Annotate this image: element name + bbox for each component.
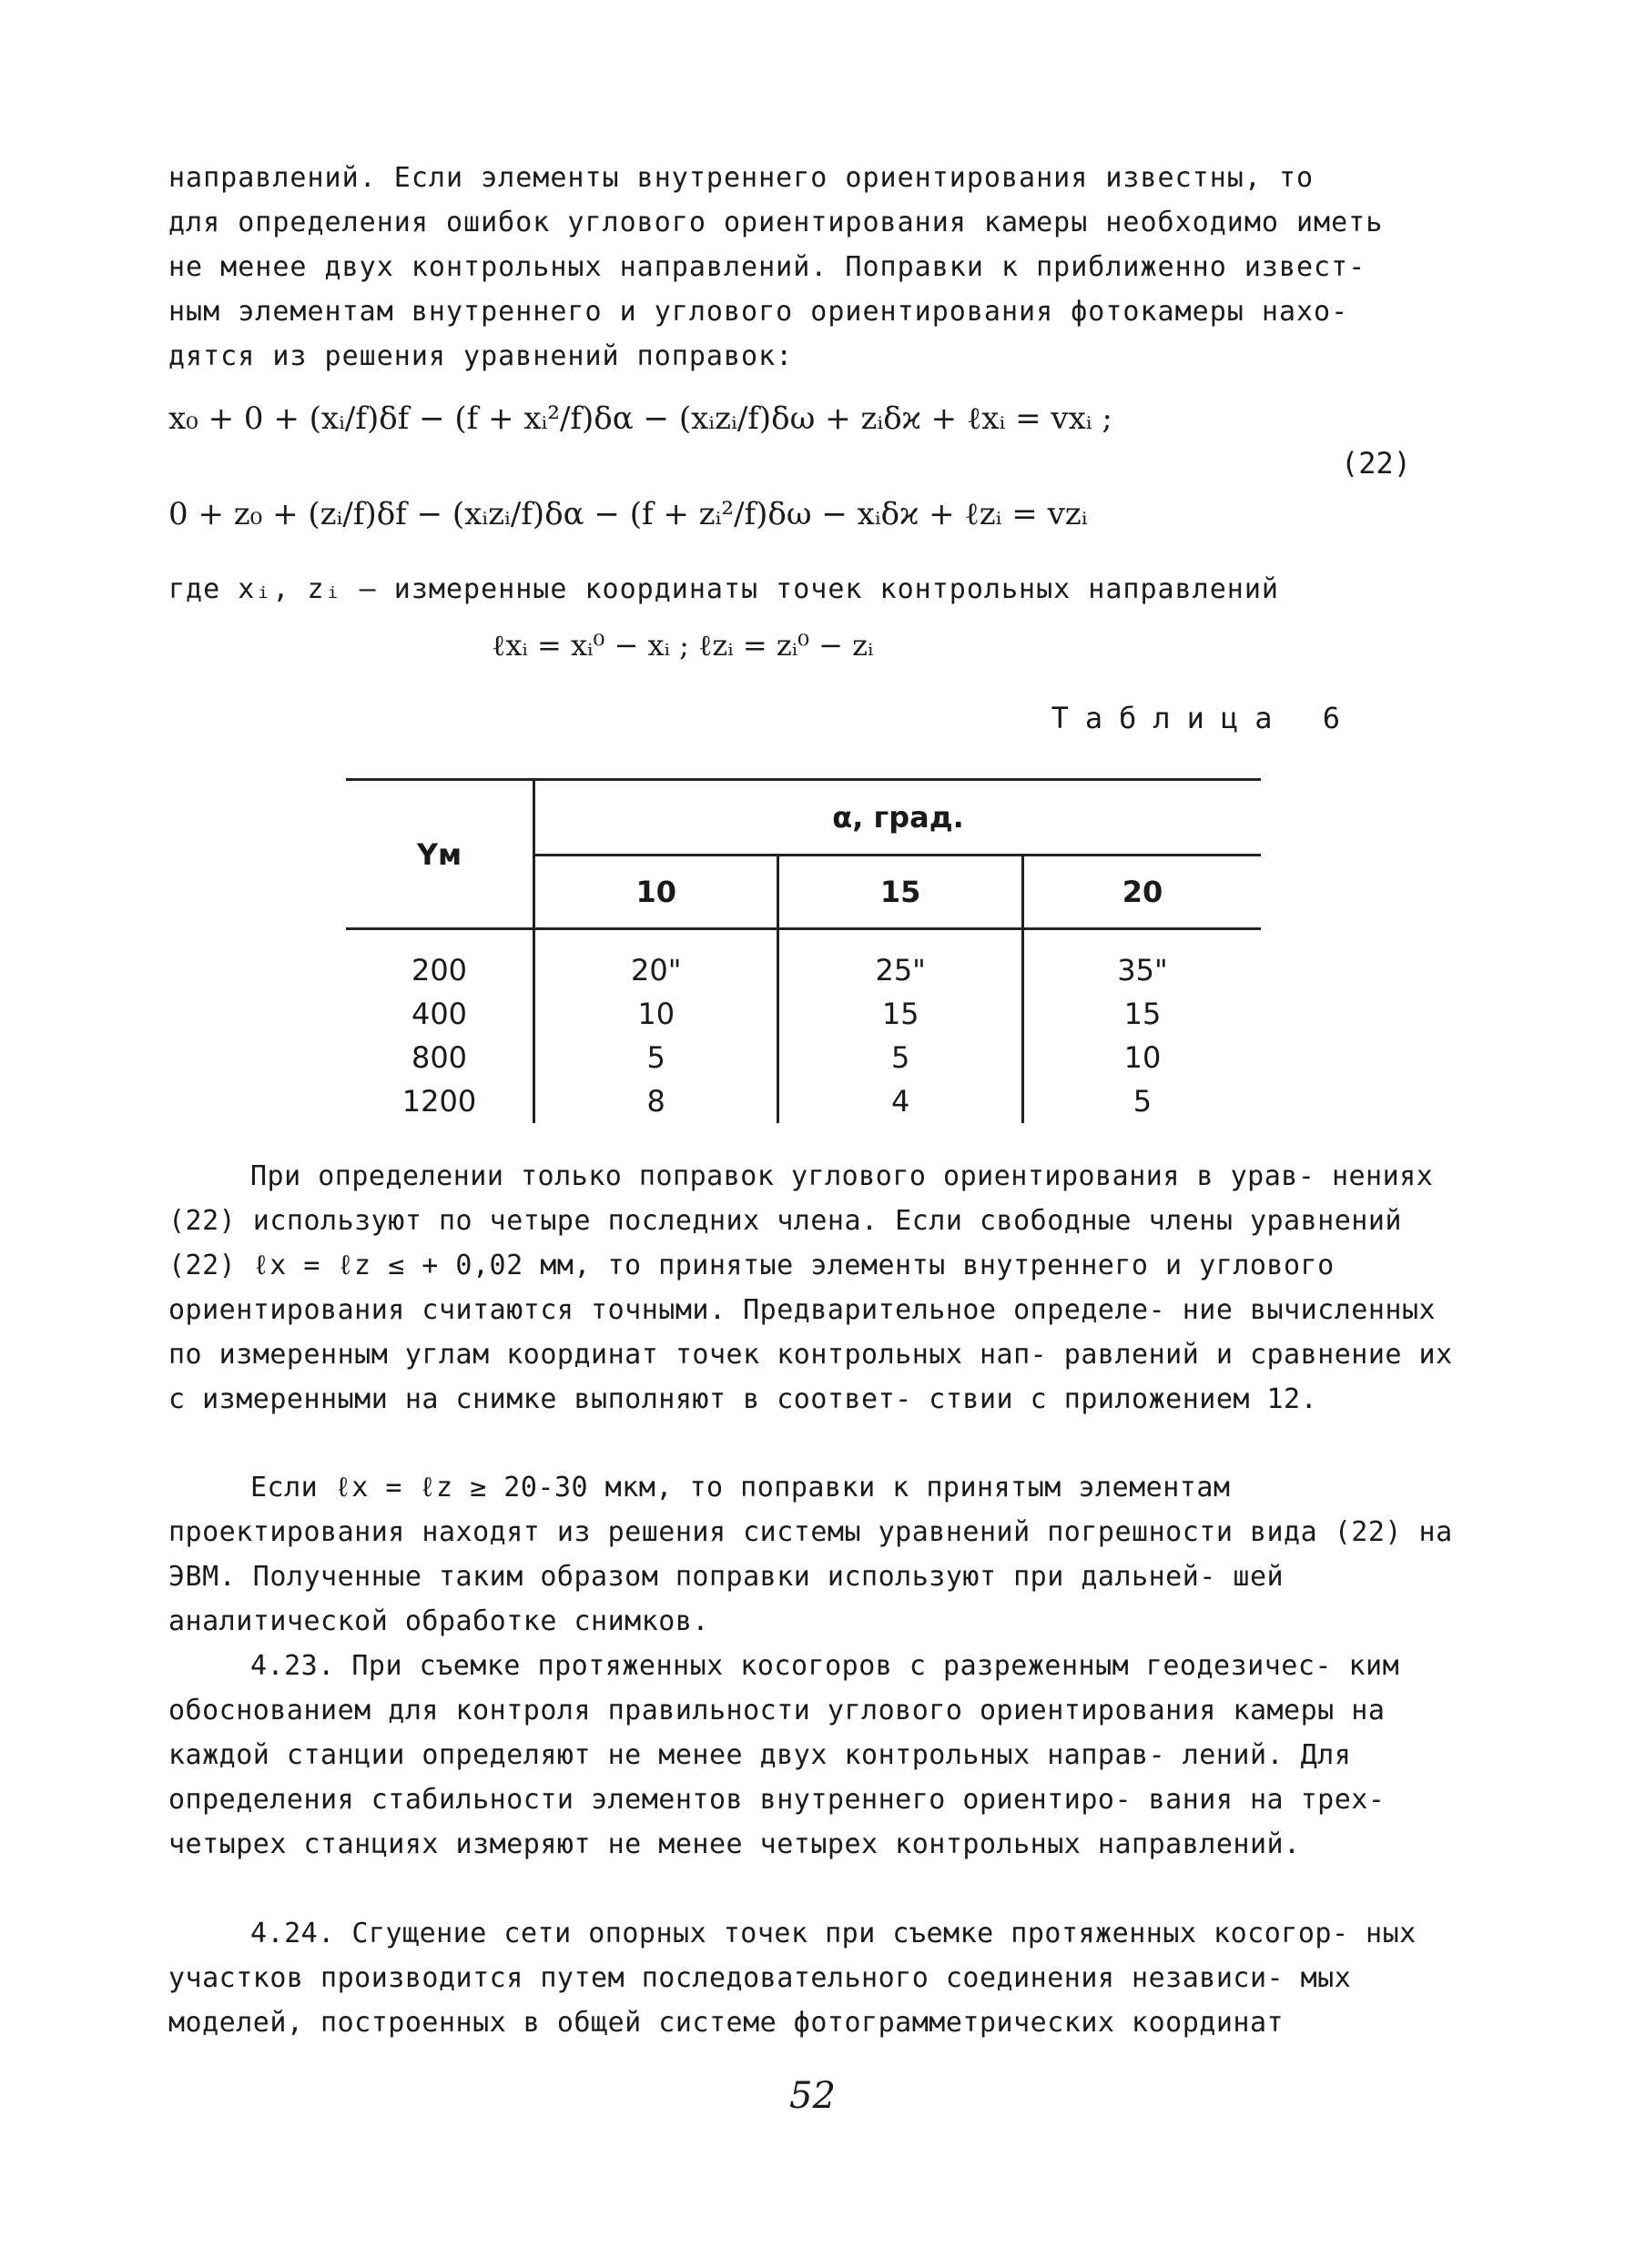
cell-value: 15 [778,992,1022,1036]
table-row [346,1036,1261,1079]
text-line: не менее двух контрольных направлений. Поправки к приближенно извест- [168,251,1366,283]
text-line: ным элементам внутреннего и углового ориентирования фотокамеры нахо- [168,296,1349,328]
table-title: Таблица 6 [1051,701,1356,735]
cell-y: 400 [411,997,468,1031]
cell-value: 8 [534,1079,778,1123]
row-header: Yм [346,780,534,929]
ell-definitions: ℓxᵢ = xᵢ⁰ − xᵢ ; ℓzᵢ = zᵢ⁰ − zᵢ [492,628,874,663]
cell-y: 1200 [401,1084,477,1119]
page-number: 52 [789,2075,836,2117]
cell-value: 10 [1022,1036,1261,1079]
text-line: направлений. Если элементы внутреннего ориентирования известны, то [168,162,1315,194]
equation-z: 0 + z₀ + (zᵢ/f)δf − (xᵢzᵢ/f)δα − (f + zᵢ²/f)δω − xᵢδϰ + ℓzᵢ = vzᵢ [168,496,1088,532]
cell-value: 10 [534,992,778,1036]
cell-value: 5 [778,1036,1022,1079]
column-header: 15 [778,856,1022,929]
text-line: для определения ошибок углового ориентирования камеры необходимо иметь [168,207,1384,238]
where-line: где xᵢ, zᵢ – измеренные координаты точек контрольных направлений [168,573,1279,605]
paragraph: 4.23. При съемке протяженных косогоров с разреженным геодезичес- ким обоснованием для контроля правильности углового ориентирования камеры на каждой станции определяют не менее двух контрольных направ- лений. Для определения стабильности элементов внутреннего ориентиро- вания на трех-четырех станциях измеряют не менее четырех контрольных направлений. [168,1650,1400,1860]
column-header: 10 [534,856,778,929]
cell-y: 200 [411,953,468,987]
table-row [346,929,1261,993]
cell-y: 800 [411,1040,468,1075]
equation-number: (22) [1340,446,1411,481]
paragraph: Если ℓx = ℓz ≥ 20-30 мкм, то поправки к принятым элементам проектирования находят из решения системы уравнений погрешности вида (22) на ЭВМ. Полученные таким образом поправки используют при дальней- шей аналитической обработке снимков. [168,1472,1453,1637]
data-table [346,778,1261,1123]
table-row [346,992,1261,1036]
cell-value: 5 [534,1036,778,1079]
table-row [346,1079,1261,1123]
cell-value: 35" [1022,929,1261,993]
text-line: дятся из решения уравнений поправок: [168,340,794,372]
cell-value: 20" [534,929,778,993]
cell-value: 4 [778,1079,1022,1123]
cell-value: 5 [1022,1079,1261,1123]
group-header: α, град. [534,780,1262,856]
cell-value: 25" [778,929,1022,993]
column-header: 20 [1022,856,1261,929]
equation-x: x₀ + 0 + (xᵢ/f)δf − (f + xᵢ²/f)δα − (xᵢzᵢ/f)δω + zᵢδϰ + ℓxᵢ = vxᵢ ; [168,400,1112,437]
cell-value: 15 [1022,992,1261,1036]
paragraph: При определении только поправок углового ориентирования в урав- нениях (22) используют по четыре последних члена. Если свободные члены уравнений (22) ℓx = ℓz ≤ + 0,02 мм, то принятые элементы внутреннего и углового ориентирования считаются точными. Предварительное определе- ние вычисленных по измеренным углам координат точек контрольных нап- равлений и сравнение их с измеренными на снимке выполняют в соответ- ствии с приложением 12. [168,1160,1453,1415]
paragraph: 4.24. Сгущение сети опорных точек при съемке протяженных косогор- ных участков производится путем последовательного соединения независи- мых моделей, построенных в общей системе фотограмметрических координат [168,1918,1417,2039]
